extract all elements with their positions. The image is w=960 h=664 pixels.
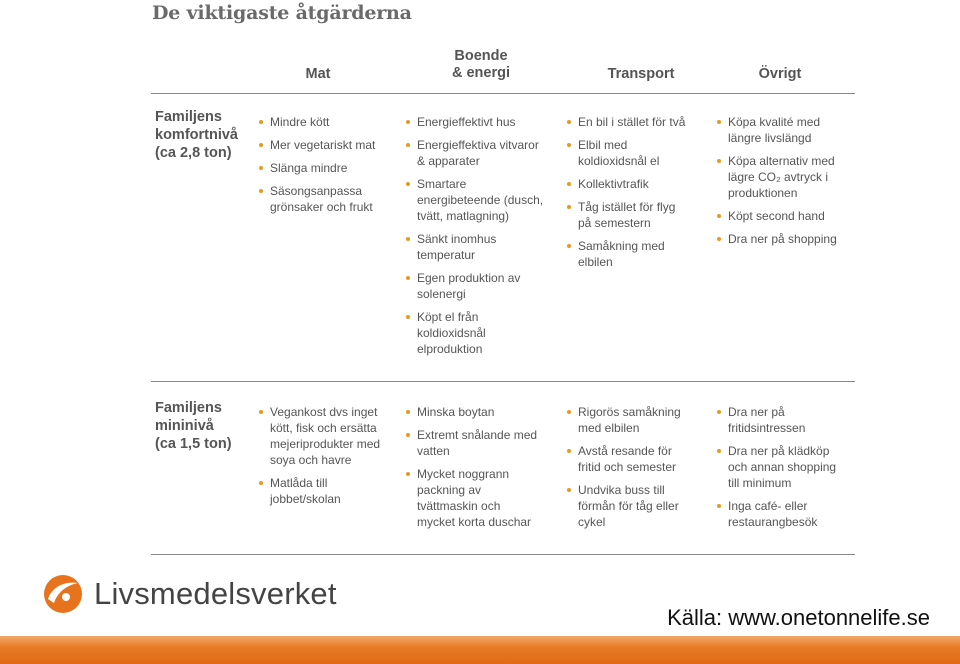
row-label-mini: Familjens mininivå (ca 1,5 ton) <box>155 400 232 452</box>
list-item: Dra ner på shopping <box>714 231 859 247</box>
source-text: Källa: www.onetonnelife.se <box>667 605 930 630</box>
list-item: Mer vegetariskt mat <box>256 137 401 153</box>
list-item: Säsongsanpassa grönsaker och frukt <box>256 183 401 215</box>
logo-text: Livsmedelsverket <box>94 576 337 611</box>
list-item: Köpa kvalité med längre livslängd <box>714 114 859 146</box>
list-item: Rigorös samåkning med elbilen <box>564 404 714 436</box>
list-item: Inga café- eller restaurangbesök <box>714 498 859 530</box>
list-item: Dra ner på fritidsintressen <box>714 404 859 436</box>
komfort-mat-list <box>256 114 401 222</box>
list-item: Energieffektiva vitvaror & apparater <box>403 137 563 169</box>
list-item: Sänkt inomhus temperatur <box>403 231 563 263</box>
list-item: Extremt snålande med vatten <box>403 427 563 459</box>
bottom-bar <box>0 636 960 664</box>
list-item: Mycket noggrann packning av tvättmaskin och mycket korta duschar <box>403 466 563 530</box>
list-item: Mindre kött <box>256 114 401 130</box>
list-item: Avstå resande för fritid och semester <box>564 443 714 475</box>
livsmedelsverket-logo-icon <box>42 573 84 615</box>
header-divider <box>151 93 855 94</box>
row-label-komfort: Familjens komfortnivå (ca 2,8 ton) <box>155 109 238 161</box>
list-item: Smartare energibeteende (dusch, tvätt, matlagning) <box>403 176 563 224</box>
table-bottom-divider <box>151 554 855 555</box>
column-header-transport: Transport <box>607 66 675 82</box>
list-item: Egen produktion av solenergi <box>403 270 563 302</box>
mini-boende-list <box>403 404 563 537</box>
list-item: Kollektivtrafik <box>564 176 714 192</box>
mini-mat-list <box>256 404 401 514</box>
mini-transport-list <box>564 404 714 537</box>
list-item: Elbil med koldioxidsnål el <box>564 137 714 169</box>
list-item: Köpt el från koldioxidsnål elproduktion <box>403 309 563 357</box>
row-divider <box>151 381 855 382</box>
list-item: Vegankost dvs inget kött, fisk och ersätta mejeriprodukter med soya och havre <box>256 404 401 468</box>
column-header-boende: Boende & energi <box>451 48 510 81</box>
komfort-boende-list <box>403 114 563 364</box>
mini-ovrigt-list <box>714 404 859 537</box>
komfort-transport-list <box>564 114 714 277</box>
page-title: De viktigaste åtgärderna <box>152 2 412 24</box>
list-item: Dra ner på klädköp och annan shopping till minimum <box>714 443 859 491</box>
list-item: Energieffektivt hus <box>403 114 563 130</box>
list-item: Köpa alternativ med lägre CO₂ avtryck i produktionen <box>714 153 859 201</box>
list-item: Matlåda till jobbet/skolan <box>256 475 401 507</box>
livsmedelsverket-logo <box>42 573 337 615</box>
list-item: Slänga mindre <box>256 160 401 176</box>
list-item: En bil i stället för två <box>564 114 714 130</box>
list-item: Undvika buss till förmån för tåg eller cykel <box>564 482 714 530</box>
list-item: Köpt second hand <box>714 208 859 224</box>
list-item: Minska boytan <box>403 404 563 420</box>
list-item: Tåg istället för flyg på semestern <box>564 199 714 231</box>
column-header-mat: Mat <box>305 66 331 82</box>
column-header-ovrigt: Övrigt <box>758 66 802 82</box>
komfort-ovrigt-list <box>714 114 859 254</box>
list-item: Samåkning med elbilen <box>564 238 714 270</box>
